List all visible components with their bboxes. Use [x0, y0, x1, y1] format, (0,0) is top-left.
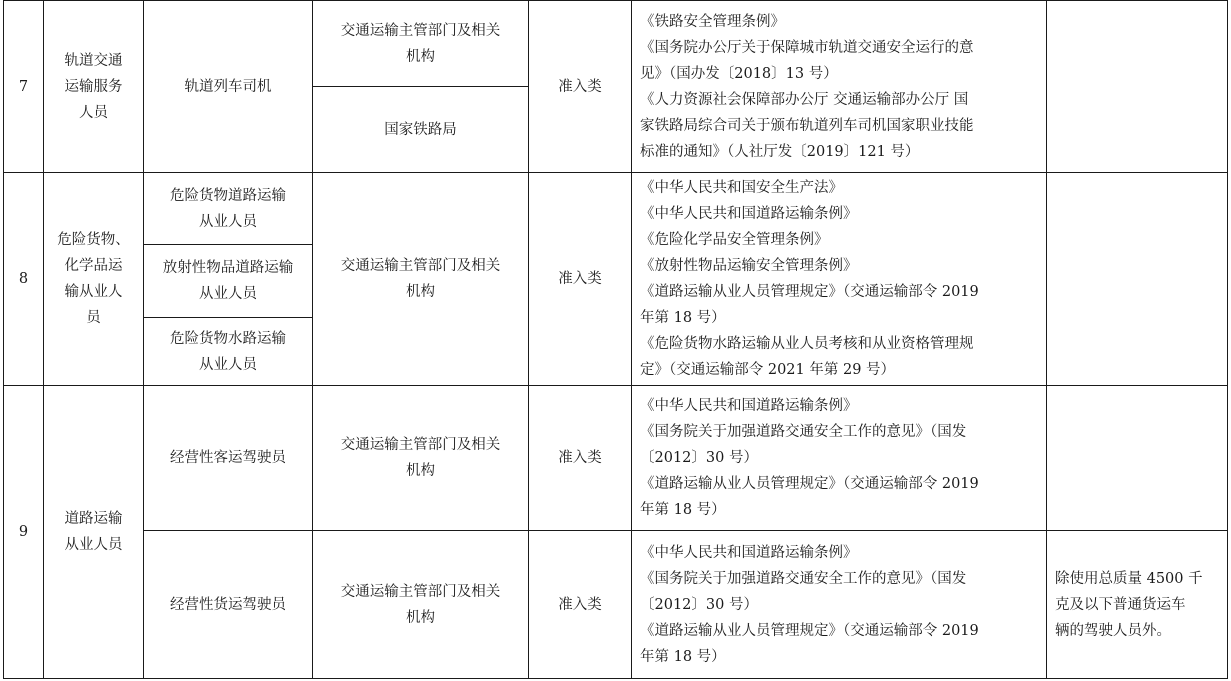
- job-line: 从业人员: [199, 286, 257, 302]
- row-number: 8: [4, 173, 44, 386]
- type-cell: 准入类: [529, 386, 632, 531]
- category-cell: [44, 1, 144, 173]
- category-line: 输从业人: [64, 284, 123, 300]
- department-cell: [313, 386, 529, 531]
- job-cell: [144, 173, 313, 245]
- basis-line: 定》（交通运输部令 2021 年第 29 号）: [640, 362, 896, 378]
- department-line: 交通运输主管部门及相关: [340, 437, 501, 453]
- department-cell: [313, 173, 529, 386]
- category-cell: [44, 173, 144, 386]
- category-line: 道路运输: [64, 511, 123, 527]
- department-line: 机构: [406, 609, 435, 626]
- note-cell: [1047, 173, 1228, 386]
- basis-line: 标准的通知》（人社厅发〔2019〕121 号）: [640, 143, 920, 160]
- type-cell: 准入类: [529, 1, 632, 173]
- basis-line: 《铁路安全管理条例》: [640, 13, 785, 30]
- job-line: 危险货物水路运输: [170, 330, 286, 347]
- basis-line: 《道路运输从业人员管理规定》（交通运输部令 2019: [640, 476, 979, 492]
- department-line: 机构: [406, 284, 435, 300]
- basis-line: 《人力资源社会保障部办公厅 交通运输部办公厅 国: [640, 91, 969, 108]
- basis-line: 《危险化学品安全管理条例》: [640, 232, 829, 248]
- department-cell: 国家铁路局: [313, 87, 529, 173]
- job-line: 危险货物道路运输: [170, 187, 286, 204]
- basis-line: 《中华人民共和国道路运输条例》: [640, 544, 858, 561]
- basis-line: 〔2012〕30 号）: [640, 450, 758, 466]
- basis-line: 《道路运输从业人员管理规定》（交通运输部令 2019: [640, 284, 979, 300]
- job-cell: 轨道列车司机: [144, 1, 313, 173]
- department-line: 交通运输主管部门及相关: [340, 22, 501, 39]
- type-cell: 准入类: [529, 531, 632, 679]
- row-number: 7: [4, 1, 44, 173]
- job-cell: [144, 318, 313, 386]
- legal-basis-cell: [632, 173, 1047, 386]
- category-line: 轨道交通: [64, 52, 123, 69]
- category-line: 从业人员: [64, 537, 123, 553]
- basis-line: 《危险货物水路运输从业人员考核和从业资格管理规: [640, 336, 974, 352]
- category-cell: [44, 386, 144, 679]
- job-line: 从业人员: [199, 356, 257, 373]
- legal-basis-cell: [632, 531, 1047, 679]
- basis-line: 《放射性物品运输安全管理条例》: [640, 258, 858, 274]
- category-line: 化学品运: [64, 258, 123, 274]
- basis-line: 《道路运输从业人员管理规定》（交通运输部令 2019: [640, 622, 979, 639]
- category-line: 运输服务: [64, 78, 123, 95]
- job-cell: [144, 245, 313, 318]
- basis-line: 年第 18 号）: [640, 648, 726, 665]
- note-line: 辆的驾驶人员外。: [1055, 622, 1171, 639]
- row-number: 9: [4, 386, 44, 679]
- qualification-table: [3, 0, 1228, 679]
- category-line: 人员: [79, 104, 108, 121]
- basis-line: 《中华人民共和国道路运输条例》: [640, 206, 858, 222]
- note-line: 克及以下普通货运车: [1055, 596, 1186, 613]
- note-cell: [1047, 531, 1228, 679]
- category-line: 员: [86, 310, 101, 326]
- basis-line: 家铁路局综合司关于颁布轨道列车司机国家职业技能: [640, 117, 974, 134]
- department-line: 机构: [406, 48, 435, 65]
- department-cell: [313, 531, 529, 679]
- legal-basis-cell: [632, 386, 1047, 531]
- basis-line: 《中华人民共和国安全生产法》: [640, 180, 843, 196]
- type-cell: 准入类: [529, 173, 632, 386]
- job-line: 从业人员: [199, 213, 257, 230]
- basis-line: 《国务院关于加强道路交通安全工作的意见》（国发: [640, 424, 967, 440]
- note-cell: [1047, 386, 1228, 531]
- basis-line: 《国务院办公厅关于保障城市轨道交通安全运行的意: [640, 39, 974, 56]
- basis-line: 年第 18 号）: [640, 502, 726, 518]
- basis-line: 《中华人民共和国道路运输条例》: [640, 398, 858, 414]
- department-line: 机构: [406, 463, 435, 479]
- department-line: 交通运输主管部门及相关: [340, 258, 501, 274]
- basis-line: 〔2012〕30 号）: [640, 596, 758, 613]
- legal-basis-cell: [632, 1, 1047, 173]
- job-cell: 经营性货运驾驶员: [144, 531, 313, 679]
- basis-line: 年第 18 号）: [640, 310, 726, 326]
- job-line: 放射性物品道路运输: [162, 260, 294, 276]
- job-cell: 经营性客运驾驶员: [144, 386, 313, 531]
- department-cell: [313, 1, 529, 87]
- note-cell: [1047, 1, 1228, 173]
- basis-line: 《国务院关于加强道路交通安全工作的意见》（国发: [640, 570, 967, 587]
- department-line: 交通运输主管部门及相关: [340, 583, 501, 600]
- note-line: 除使用总质量 4500 千: [1055, 570, 1203, 587]
- basis-line: 见》（国办发〔2018〕13 号）: [640, 65, 838, 82]
- category-line: 危险货物、: [57, 232, 130, 248]
